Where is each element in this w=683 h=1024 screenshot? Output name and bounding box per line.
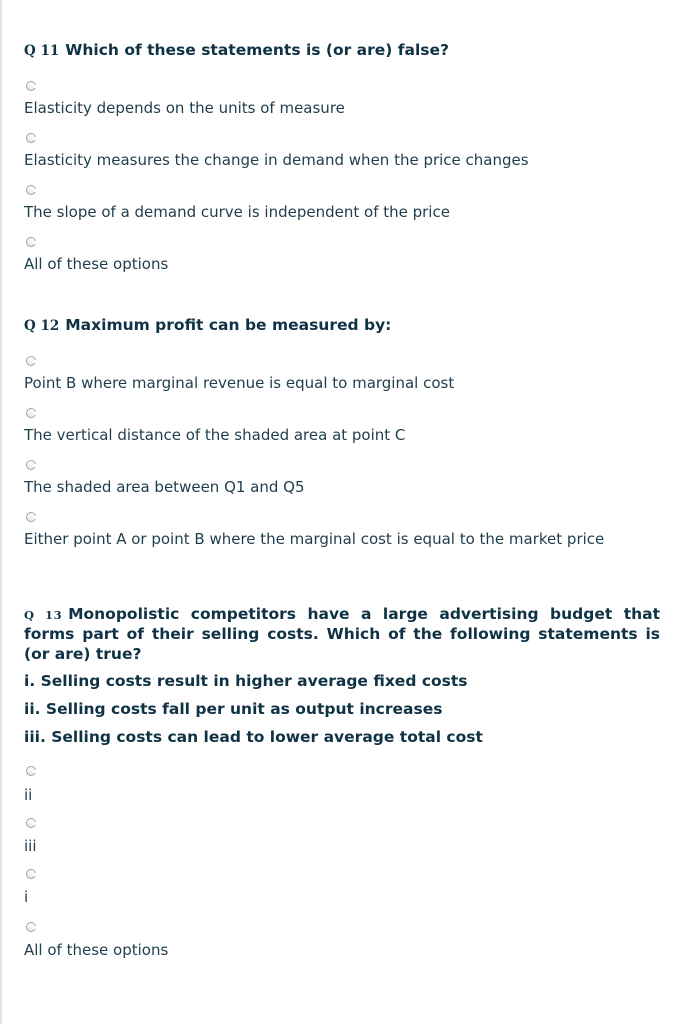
q13-statement-ii: ii. Selling costs fall per unit as output increases (24, 700, 443, 718)
question-11-text: Which of these statements is (or are) false? (65, 41, 449, 59)
page-left-border (0, 0, 2, 1024)
question-13-text-line-1: Monopolistic competitors have a large advertising budget that (68, 605, 661, 623)
q11-option-1-radio[interactable] (26, 81, 36, 91)
q11-option-1-label: Elasticity depends on the units of measure (24, 99, 345, 117)
q11-option-4-radio[interactable] (26, 237, 36, 247)
q13-statement-iii: iii. Selling costs can lead to lower average total cost (24, 728, 483, 746)
question-11-number: Q 11 (24, 43, 60, 59)
question-13-number: Q 13 (24, 608, 63, 622)
q12-option-2-label: The vertical distance of the shaded area at point C (24, 426, 406, 444)
q12-option-4-radio[interactable] (26, 512, 36, 522)
q11-option-4-label: All of these options (24, 255, 169, 273)
q13-statement-i: i. Selling costs result in higher average fixed costs (24, 672, 468, 690)
q13-option-3-radio[interactable] (26, 869, 36, 879)
question-13-title-line-3: (or are) true? (24, 645, 142, 663)
question-12-text: Maximum profit can be measured by: (65, 316, 392, 334)
q11-option-3-radio[interactable] (26, 185, 36, 195)
q11-option-2-radio[interactable] (26, 133, 36, 143)
q13-option-2-label: iii (24, 837, 37, 855)
q13-option-4-label: All of these options (24, 941, 169, 959)
q13-option-1-label: ii (24, 786, 33, 804)
q12-option-3-radio[interactable] (26, 460, 36, 470)
question-12-title (24, 315, 660, 336)
q12-option-1-radio[interactable] (26, 356, 36, 366)
q13-option-3-label: i (24, 888, 29, 906)
q13-option-1-radio[interactable] (26, 766, 36, 776)
q12-option-1-label: Point B where marginal revenue is equal to marginal cost (24, 374, 455, 392)
question-13-title-line-1 (24, 604, 660, 625)
q11-option-3-label: The slope of a demand curve is independent of the price (24, 203, 450, 221)
question-13-title-line-2: forms part of their selling costs. Which of the following statements is (24, 625, 660, 643)
q12-option-4-label: Either point A or point B where the marginal cost is equal to the market price (24, 530, 605, 548)
q13-option-2-radio[interactable] (26, 818, 36, 828)
q12-option-2-radio[interactable] (26, 408, 36, 418)
question-11-title (24, 40, 660, 61)
q13-option-4-radio[interactable] (26, 922, 36, 932)
q12-option-3-label: The shaded area between Q1 and Q5 (24, 478, 305, 496)
q11-option-2-label: Elasticity measures the change in demand when the price changes (24, 151, 529, 169)
question-12-number: Q 12 (24, 318, 60, 334)
